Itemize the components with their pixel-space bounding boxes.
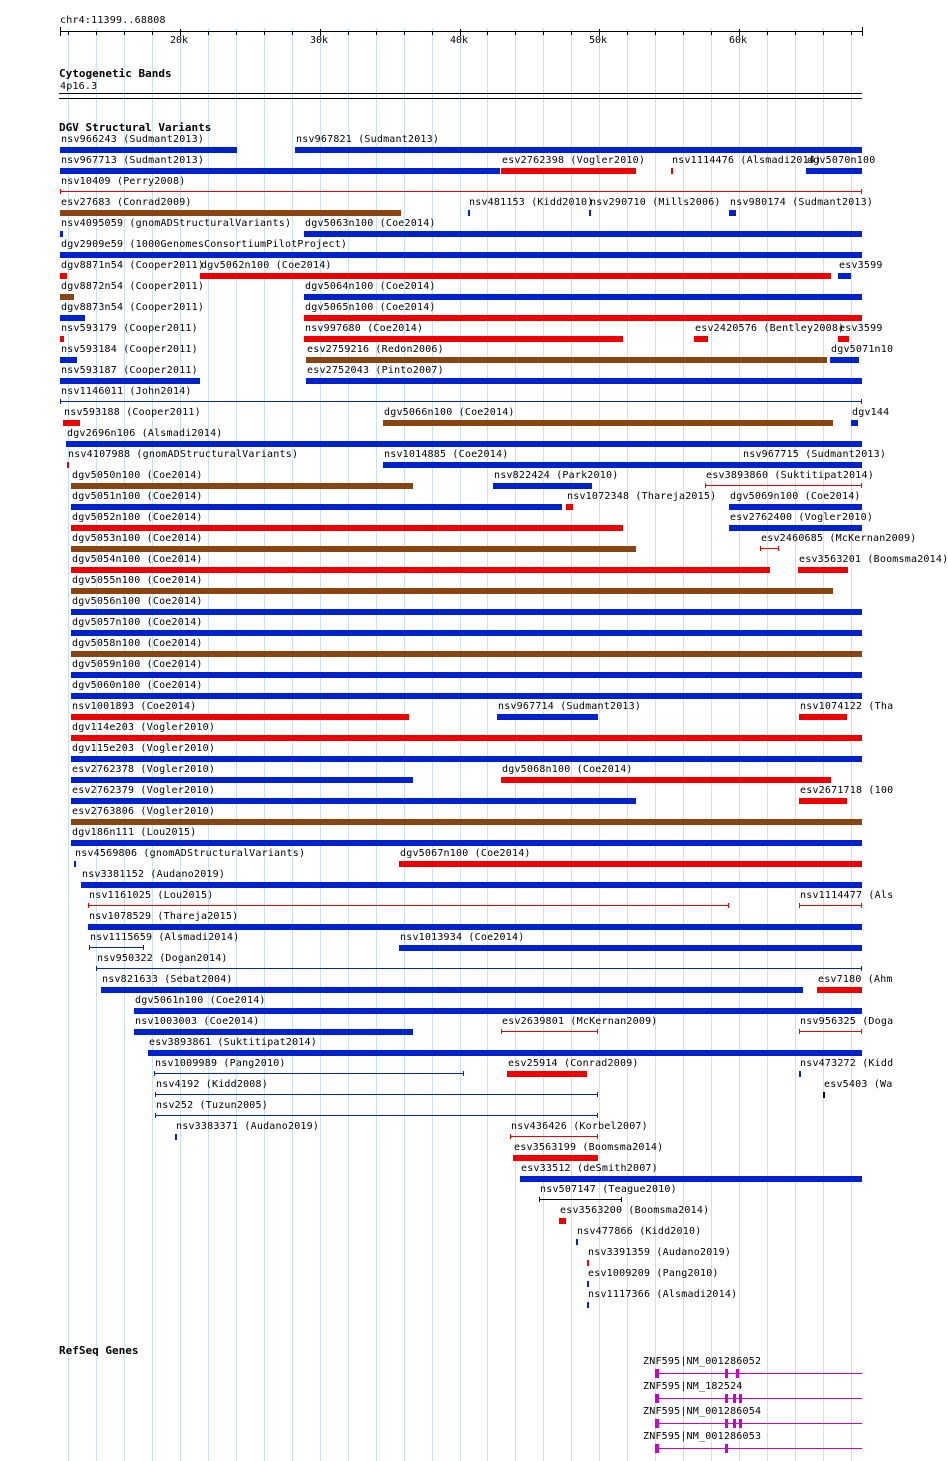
variant-label: nsv473272 (Kidd — [800, 1058, 894, 1069]
variant-label: dgv2909e59 (1000GenomesConsortiumPilotProject) — [61, 239, 348, 250]
variant-label: nsv1003003 (Coe2014) — [135, 1016, 260, 1027]
variant-label: nsv1009989 (Pang2010) — [155, 1058, 286, 1069]
variant-label: dgv5056n100 (Coe2014) — [72, 596, 203, 607]
variant-label: nsv1072348 (Thareja2015) — [567, 491, 717, 502]
variant-label: nsv1161025 (Lou2015) — [89, 890, 214, 901]
variant-label: nsv1117366 (Alsmadi2014) — [588, 1289, 738, 1300]
variant-label: dgv5058n100 (Coe2014) — [72, 638, 203, 649]
variant-label: esv3599 — [839, 323, 883, 334]
variant-label: dgv5055n100 (Coe2014) — [72, 575, 203, 586]
variant-label: nsv956325 (Doga — [800, 1016, 894, 1027]
gene-exon[interactable] — [733, 1419, 736, 1428]
variant-label: nsv967714 (Sudmant2013) — [498, 701, 642, 712]
variant-label: dgv5057n100 (Coe2014) — [72, 617, 203, 628]
variant-label: nsv593187 (Cooper2011) — [61, 365, 198, 376]
variant-label: nsv821633 (Sebat2004) — [102, 974, 233, 985]
variant-label: esv3893860 (Suktitipat2014) — [706, 470, 874, 481]
gene-exon[interactable] — [655, 1369, 659, 1378]
variant-label: dgv5052n100 (Coe2014) — [72, 512, 203, 523]
gene-exon[interactable] — [725, 1419, 728, 1428]
gene-intron-line[interactable] — [655, 1398, 862, 1399]
variant-label: esv2762379 (Vogler2010) — [72, 785, 216, 796]
gene-intron-line[interactable] — [655, 1373, 862, 1374]
variant-label: esv27683 (Conrad2009) — [61, 197, 192, 208]
variant-label: dgv5059n100 (Coe2014) — [72, 659, 203, 670]
variant-label: nsv1074122 (Tha — [800, 701, 894, 712]
variant-label: dgv5054n100 (Coe2014) — [72, 554, 203, 565]
variant-label: nsv593184 (Cooper2011) — [61, 344, 198, 355]
variant-label: esv3599 — [839, 260, 883, 271]
ruler-tick-label: 60k — [729, 35, 748, 46]
variant-label: nsv1146011 (John2014) — [61, 386, 192, 397]
ruler-tick-label: 40k — [450, 35, 469, 46]
variant-label: dgv8872n54 (Cooper2011) — [61, 281, 205, 292]
variant-label: nsv967715 (Sudmant2013) — [743, 449, 887, 460]
variant-label: dgv8871n54 (Cooper2011) — [61, 260, 205, 271]
variant-label: dgv5069n100 (Coe2014) — [730, 491, 861, 502]
gene-exon[interactable] — [655, 1419, 659, 1428]
variant-label: nsv3381152 (Audano2019) — [82, 869, 226, 880]
variant-label: dgv5071n10 — [831, 344, 894, 355]
variant-label: nsv967713 (Sudmant2013) — [61, 155, 205, 166]
variant-label: nsv436426 (Korbel2007) — [511, 1121, 648, 1132]
variant-label: nsv593179 (Cooper2011) — [61, 323, 198, 334]
gene-exon[interactable] — [739, 1419, 742, 1428]
gene-exon[interactable] — [655, 1444, 659, 1453]
variant-label: dgv5063n100 (Coe2014) — [305, 218, 436, 229]
variant-label: dgv5062n100 (Coe2014) — [201, 260, 332, 271]
variant-label: dgv5065n100 (Coe2014) — [305, 302, 436, 313]
gene-exon[interactable] — [739, 1394, 742, 1403]
variant-label: nsv593188 (Cooper2011) — [64, 407, 201, 418]
variant-label: dgv5066n100 (Coe2014) — [384, 407, 515, 418]
variant-label: nsv980174 (Sudmant2013) — [730, 197, 874, 208]
variant-label: esv2762398 (Vogler2010) — [502, 155, 646, 166]
variant-label: nsv1014885 (Coe2014) — [384, 449, 509, 460]
variant-label: esv2762400 (Vogler2010) — [730, 512, 874, 523]
variant-label: esv7180 (Ahm — [818, 974, 893, 985]
variant-label: dgv115e203 (Vogler2010) — [72, 743, 216, 754]
variant-label: esv2762378 (Vogler2010) — [72, 764, 216, 775]
variant-label: nsv3391359 (Audano2019) — [588, 1247, 732, 1258]
variant-label: nsv950322 (Dogan2014) — [97, 953, 228, 964]
variant-label: nsv1114477 (Als — [800, 890, 894, 901]
track-title-cytobands[interactable]: Cytogenetic Bands — [59, 67, 172, 80]
variant-label: esv2752043 (Pinto2007) — [307, 365, 444, 376]
variant-label: nsv477866 (Kidd2010) — [577, 1226, 702, 1237]
variant-label: nsv1013934 (Coe2014) — [400, 932, 525, 943]
variant-label: esv2420576 (Bentley2008) — [695, 323, 845, 334]
gene-label: ZNF595|NM_001286053 — [643, 1431, 762, 1442]
gene-label: ZNF595|NM_182524 — [643, 1381, 743, 1392]
variant-label: esv5403 (Wa — [824, 1079, 893, 1090]
variant-label: esv25914 (Conrad2009) — [508, 1058, 639, 1069]
variant-label: dgv5050n100 (Coe2014) — [72, 470, 203, 481]
variant-label: esv1009209 (Pang2010) — [588, 1268, 719, 1279]
variant-label: esv2460685 (McKernan2009) — [761, 533, 917, 544]
variant-label: nsv4095059 (gnomADStructuralVariants) — [61, 218, 292, 229]
variant-label: nsv1001893 (Coe2014) — [72, 701, 197, 712]
track-title-refseq[interactable]: RefSeq Genes — [59, 1344, 139, 1357]
variant-label: esv3563201 (Boomsma2014) — [799, 554, 948, 565]
variant-label: nsv1115659 (Alsmadi2014) — [90, 932, 240, 943]
variant-label: dgv186n111 (Lou2015) — [72, 827, 197, 838]
variant-label: nsv1114476 (Alsmadi2014) — [672, 155, 822, 166]
variant-label: nsv4569806 (gnomADStructuralVariants) — [75, 848, 306, 859]
track-title-dgv[interactable]: DGV Structural Variants — [59, 121, 212, 134]
variant-label: dgv5053n100 (Coe2014) — [72, 533, 203, 544]
gene-intron-line[interactable] — [655, 1423, 862, 1424]
ruler-tick-label: 50k — [589, 35, 608, 46]
variant-label: nsv252 (Tuzun2005) — [156, 1100, 268, 1111]
variant-label: nsv10409 (Perry2008) — [61, 176, 186, 187]
variant-label: nsv507147 (Teague2010) — [540, 1184, 677, 1195]
gene-exon[interactable] — [733, 1394, 736, 1403]
variant-label: esv3893861 (Suktitipat2014) — [149, 1037, 317, 1048]
variant-label: nsv966243 (Sudmant2013) — [61, 134, 205, 145]
variant-label: nsv997680 (Coe2014) — [305, 323, 424, 334]
variant-label: esv33512 (deSmith2007) — [521, 1163, 658, 1174]
gene-exon[interactable] — [736, 1369, 739, 1378]
variant-label: esv3563199 (Boomsma2014) — [514, 1142, 664, 1153]
variant-label: dgv114e203 (Vogler2010) — [72, 722, 216, 733]
variant-label: dgv5064n100 (Coe2014) — [305, 281, 436, 292]
variant-label: nsv4192 (Kidd2008) — [156, 1079, 268, 1090]
ruler-position: chr4:11399..68808 — [60, 15, 166, 26]
gene-exon[interactable] — [725, 1369, 728, 1378]
variant-label: nsv481153 (Kidd2010) — [469, 197, 594, 208]
variant-label: nsv4107988 (gnomADStructuralVariants) — [68, 449, 299, 460]
variant-label: nsv3383371 (Audano2019) — [176, 1121, 320, 1132]
ruler-tick-label: 20k — [170, 35, 189, 46]
variant-label: nsv967821 (Sudmant2013) — [296, 134, 440, 145]
variant-label: dgv5068n100 (Coe2014) — [502, 764, 633, 775]
variant-label: dgv2696n106 (Alsmadi2014) — [67, 428, 223, 439]
gene-exon[interactable] — [655, 1394, 659, 1403]
gene-intron-line[interactable] — [655, 1448, 862, 1449]
variant-label: dgv8873n54 (Cooper2011) — [61, 302, 205, 313]
variant-label: nsv1078529 (Thareja2015) — [89, 911, 239, 922]
variant-label: nsv290710 (Mills2006) — [590, 197, 721, 208]
variant-label: esv2763806 (Vogler2010) — [72, 806, 216, 817]
gene-label: ZNF595|NM_001286054 — [643, 1406, 762, 1417]
variant-label: esv3563200 (Boomsma2014) — [560, 1205, 710, 1216]
variant-label: dgv5070n100 — [807, 155, 876, 166]
ruler-tick-label: 30k — [310, 35, 329, 46]
variant-label: esv2759216 (Redon2006) — [307, 344, 444, 355]
gene-exon[interactable] — [725, 1444, 728, 1453]
variant-label: nsv822424 (Park2010) — [494, 470, 619, 481]
cytoband-label: 4p16.3 — [60, 81, 98, 92]
variant-label: dgv144 — [852, 407, 890, 418]
variant-label: dgv5060n100 (Coe2014) — [72, 680, 203, 691]
variant-label: esv2639801 (McKernan2009) — [502, 1016, 658, 1027]
variant-label: dgv5051n100 (Coe2014) — [72, 491, 203, 502]
gene-exon[interactable] — [725, 1394, 728, 1403]
variant-label: dgv5067n100 (Coe2014) — [400, 848, 531, 859]
variant-label: dgv5061n100 (Coe2014) — [135, 995, 266, 1006]
variant-label: esv2671718 (100 — [800, 785, 894, 796]
gene-label: ZNF595|NM_001286052 — [643, 1356, 762, 1367]
